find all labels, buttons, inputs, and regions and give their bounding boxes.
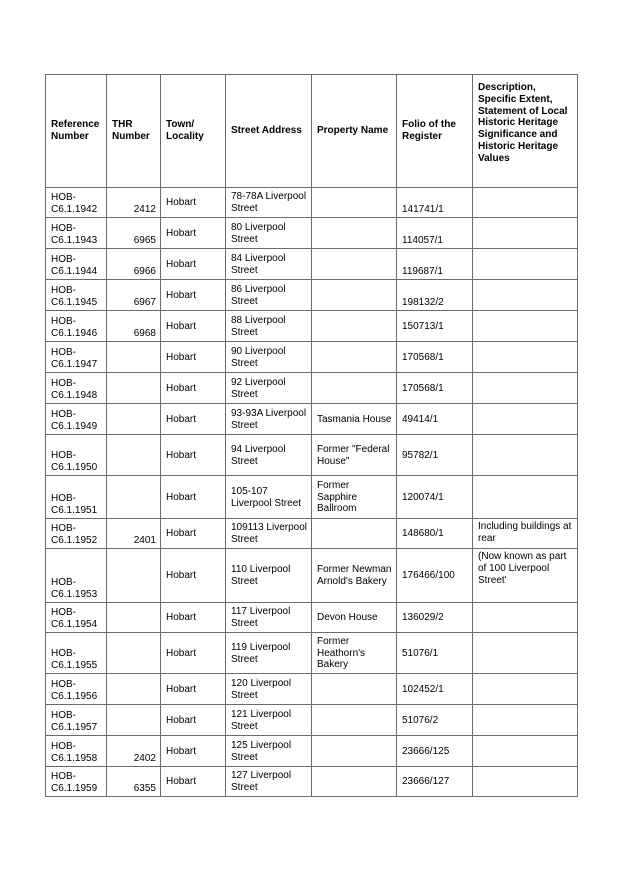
- cell-street-address: 117 Liverpool Street: [226, 603, 312, 633]
- header-row: [46, 75, 578, 188]
- cell-thr-number: 6968: [107, 311, 161, 342]
- header-description: Description, Specific Extent, Statement of Local Historic Heritage Significance and Historic Heritage Values: [473, 75, 578, 188]
- table-row: [46, 767, 578, 797]
- cell-folio: 102452/1: [397, 674, 473, 705]
- cell-property-name: Former Newman Arnold's Bakery: [312, 549, 397, 603]
- cell-folio: 170568/1: [397, 342, 473, 373]
- cell-property-name: [312, 188, 397, 218]
- cell-street-address: 127 Liverpool Street: [226, 767, 312, 797]
- table-row: [46, 435, 578, 476]
- cell-reference: HOB-C6.1.1959: [46, 767, 107, 797]
- cell-street-address: 121 Liverpool Street: [226, 705, 312, 736]
- cell-reference: HOB-C6.1.1958: [46, 736, 107, 767]
- cell-thr-number: [107, 435, 161, 476]
- cell-street-address: 119 Liverpool Street: [226, 633, 312, 674]
- cell-reference: HOB-C6.1.1942: [46, 188, 107, 218]
- header-property-name: Property Name: [312, 75, 397, 188]
- cell-town: Hobart: [161, 705, 226, 736]
- cell-description: Including buildings at rear: [473, 519, 578, 549]
- cell-property-name: Tasmania House: [312, 404, 397, 435]
- cell-folio: 148680/1: [397, 519, 473, 549]
- cell-description: [473, 342, 578, 373]
- cell-town: Hobart: [161, 549, 226, 603]
- cell-property-name: [312, 519, 397, 549]
- table-row: [46, 549, 578, 603]
- cell-description: [473, 435, 578, 476]
- cell-folio: 119687/1: [397, 249, 473, 280]
- cell-town: Hobart: [161, 736, 226, 767]
- cell-thr-number: [107, 603, 161, 633]
- table-row: [46, 311, 578, 342]
- cell-street-address: 84 Liverpool Street: [226, 249, 312, 280]
- cell-description: [473, 373, 578, 404]
- table-row: [46, 476, 578, 519]
- cell-folio: 136029/2: [397, 603, 473, 633]
- cell-property-name: Devon House: [312, 603, 397, 633]
- cell-street-address: 90 Liverpool Street: [226, 342, 312, 373]
- cell-property-name: [312, 373, 397, 404]
- cell-town: Hobart: [161, 519, 226, 549]
- cell-reference: HOB-C6.1.1954: [46, 603, 107, 633]
- table-row: [46, 404, 578, 435]
- heritage-register-table: [45, 74, 578, 797]
- cell-thr-number: [107, 633, 161, 674]
- table-row: [46, 603, 578, 633]
- cell-folio: 23666/125: [397, 736, 473, 767]
- table-row: [46, 280, 578, 311]
- cell-town: Hobart: [161, 373, 226, 404]
- cell-reference: HOB-C6.1.1955: [46, 633, 107, 674]
- cell-thr-number: 6967: [107, 280, 161, 311]
- cell-property-name: [312, 311, 397, 342]
- cell-reference: HOB-C6.1.1949: [46, 404, 107, 435]
- cell-street-address: 125 Liverpool Street: [226, 736, 312, 767]
- cell-folio: 150713/1: [397, 311, 473, 342]
- cell-town: Hobart: [161, 674, 226, 705]
- cell-reference: HOB-C6.1.1943: [46, 218, 107, 249]
- cell-folio: 95782/1: [397, 435, 473, 476]
- cell-reference: HOB-C6.1.1956: [46, 674, 107, 705]
- cell-description: [473, 280, 578, 311]
- table-row: [46, 373, 578, 404]
- cell-reference: HOB-C6.1.1945: [46, 280, 107, 311]
- cell-town: Hobart: [161, 767, 226, 797]
- cell-town: Hobart: [161, 342, 226, 373]
- cell-town: Hobart: [161, 311, 226, 342]
- cell-thr-number: 6355: [107, 767, 161, 797]
- cell-folio: 51076/1: [397, 633, 473, 674]
- cell-property-name: [312, 218, 397, 249]
- cell-folio: 23666/127: [397, 767, 473, 797]
- table-row: [46, 633, 578, 674]
- cell-thr-number: [107, 373, 161, 404]
- table-row: [46, 342, 578, 373]
- cell-thr-number: 2401: [107, 519, 161, 549]
- cell-reference: HOB-C6.1.1950: [46, 435, 107, 476]
- cell-folio: 120074/1: [397, 476, 473, 519]
- table-header: [46, 75, 578, 188]
- cell-thr-number: 6966: [107, 249, 161, 280]
- cell-reference: HOB-C6.1.1957: [46, 705, 107, 736]
- header-reference-number: Reference Number: [46, 75, 107, 188]
- cell-folio: 114057/1: [397, 218, 473, 249]
- cell-thr-number: [107, 342, 161, 373]
- cell-description: [473, 674, 578, 705]
- cell-description: [473, 188, 578, 218]
- cell-description: [473, 633, 578, 674]
- cell-street-address: 88 Liverpool Street: [226, 311, 312, 342]
- cell-street-address: 78-78A Liverpool Street: [226, 188, 312, 218]
- cell-description: (Now known as part of 100 Liverpool Street': [473, 549, 578, 603]
- cell-property-name: [312, 767, 397, 797]
- cell-thr-number: [107, 674, 161, 705]
- cell-town: Hobart: [161, 218, 226, 249]
- header-folio: Folio of the Register: [397, 75, 473, 188]
- cell-thr-number: [107, 549, 161, 603]
- cell-reference: HOB-C6.1.1947: [46, 342, 107, 373]
- cell-folio: 176466/100: [397, 549, 473, 603]
- cell-street-address: 109113 Liverpool Street: [226, 519, 312, 549]
- cell-property-name: [312, 705, 397, 736]
- cell-description: [473, 603, 578, 633]
- cell-town: Hobart: [161, 404, 226, 435]
- cell-property-name: [312, 674, 397, 705]
- table-row: [46, 188, 578, 218]
- cell-folio: 49414/1: [397, 404, 473, 435]
- cell-town: Hobart: [161, 249, 226, 280]
- cell-folio: 198132/2: [397, 280, 473, 311]
- cell-thr-number: [107, 705, 161, 736]
- cell-folio: 170568/1: [397, 373, 473, 404]
- cell-street-address: 80 Liverpool Street: [226, 218, 312, 249]
- cell-description: [473, 767, 578, 797]
- cell-reference: HOB-C6.1.1953: [46, 549, 107, 603]
- cell-description: [473, 404, 578, 435]
- cell-property-name: Former "Federal House": [312, 435, 397, 476]
- cell-street-address: 93-93A Liverpool Street: [226, 404, 312, 435]
- cell-reference: HOB-C6.1.1948: [46, 373, 107, 404]
- cell-thr-number: [107, 476, 161, 519]
- cell-street-address: 110 Liverpool Street: [226, 549, 312, 603]
- table-row: [46, 218, 578, 249]
- cell-property-name: [312, 249, 397, 280]
- cell-thr-number: 6965: [107, 218, 161, 249]
- table-row: [46, 249, 578, 280]
- header-street-address: Street Address: [226, 75, 312, 188]
- cell-reference: HOB-C6.1.1946: [46, 311, 107, 342]
- header-thr-number: THR Number: [107, 75, 161, 188]
- cell-folio: 51076/2: [397, 705, 473, 736]
- cell-town: Hobart: [161, 435, 226, 476]
- cell-thr-number: [107, 404, 161, 435]
- cell-reference: HOB-C6.1.1952: [46, 519, 107, 549]
- cell-street-address: 120 Liverpool Street: [226, 674, 312, 705]
- cell-town: Hobart: [161, 603, 226, 633]
- cell-property-name: Former Sapphire Ballroom: [312, 476, 397, 519]
- cell-property-name: [312, 280, 397, 311]
- cell-reference: HOB-C6.1.1951: [46, 476, 107, 519]
- cell-folio: 141741/1: [397, 188, 473, 218]
- table-row: [46, 705, 578, 736]
- cell-street-address: 94 Liverpool Street: [226, 435, 312, 476]
- cell-thr-number: 2402: [107, 736, 161, 767]
- cell-property-name: [312, 342, 397, 373]
- cell-description: [473, 476, 578, 519]
- cell-street-address: 105-107 Liverpool Street: [226, 476, 312, 519]
- cell-town: Hobart: [161, 188, 226, 218]
- cell-reference: HOB-C6.1.1944: [46, 249, 107, 280]
- cell-description: [473, 249, 578, 280]
- cell-property-name: Former Heathorn's Bakery: [312, 633, 397, 674]
- header-town-locality: Town/ Locality: [161, 75, 226, 188]
- cell-town: Hobart: [161, 633, 226, 674]
- table-row: [46, 674, 578, 705]
- cell-property-name: [312, 736, 397, 767]
- table-body: [46, 188, 578, 797]
- cell-street-address: 86 Liverpool Street: [226, 280, 312, 311]
- cell-town: Hobart: [161, 280, 226, 311]
- table-row: [46, 519, 578, 549]
- cell-street-address: 92 Liverpool Street: [226, 373, 312, 404]
- table-row: [46, 736, 578, 767]
- cell-thr-number: 2412: [107, 188, 161, 218]
- cell-description: [473, 311, 578, 342]
- cell-description: [473, 705, 578, 736]
- cell-town: Hobart: [161, 476, 226, 519]
- cell-description: [473, 218, 578, 249]
- cell-description: [473, 736, 578, 767]
